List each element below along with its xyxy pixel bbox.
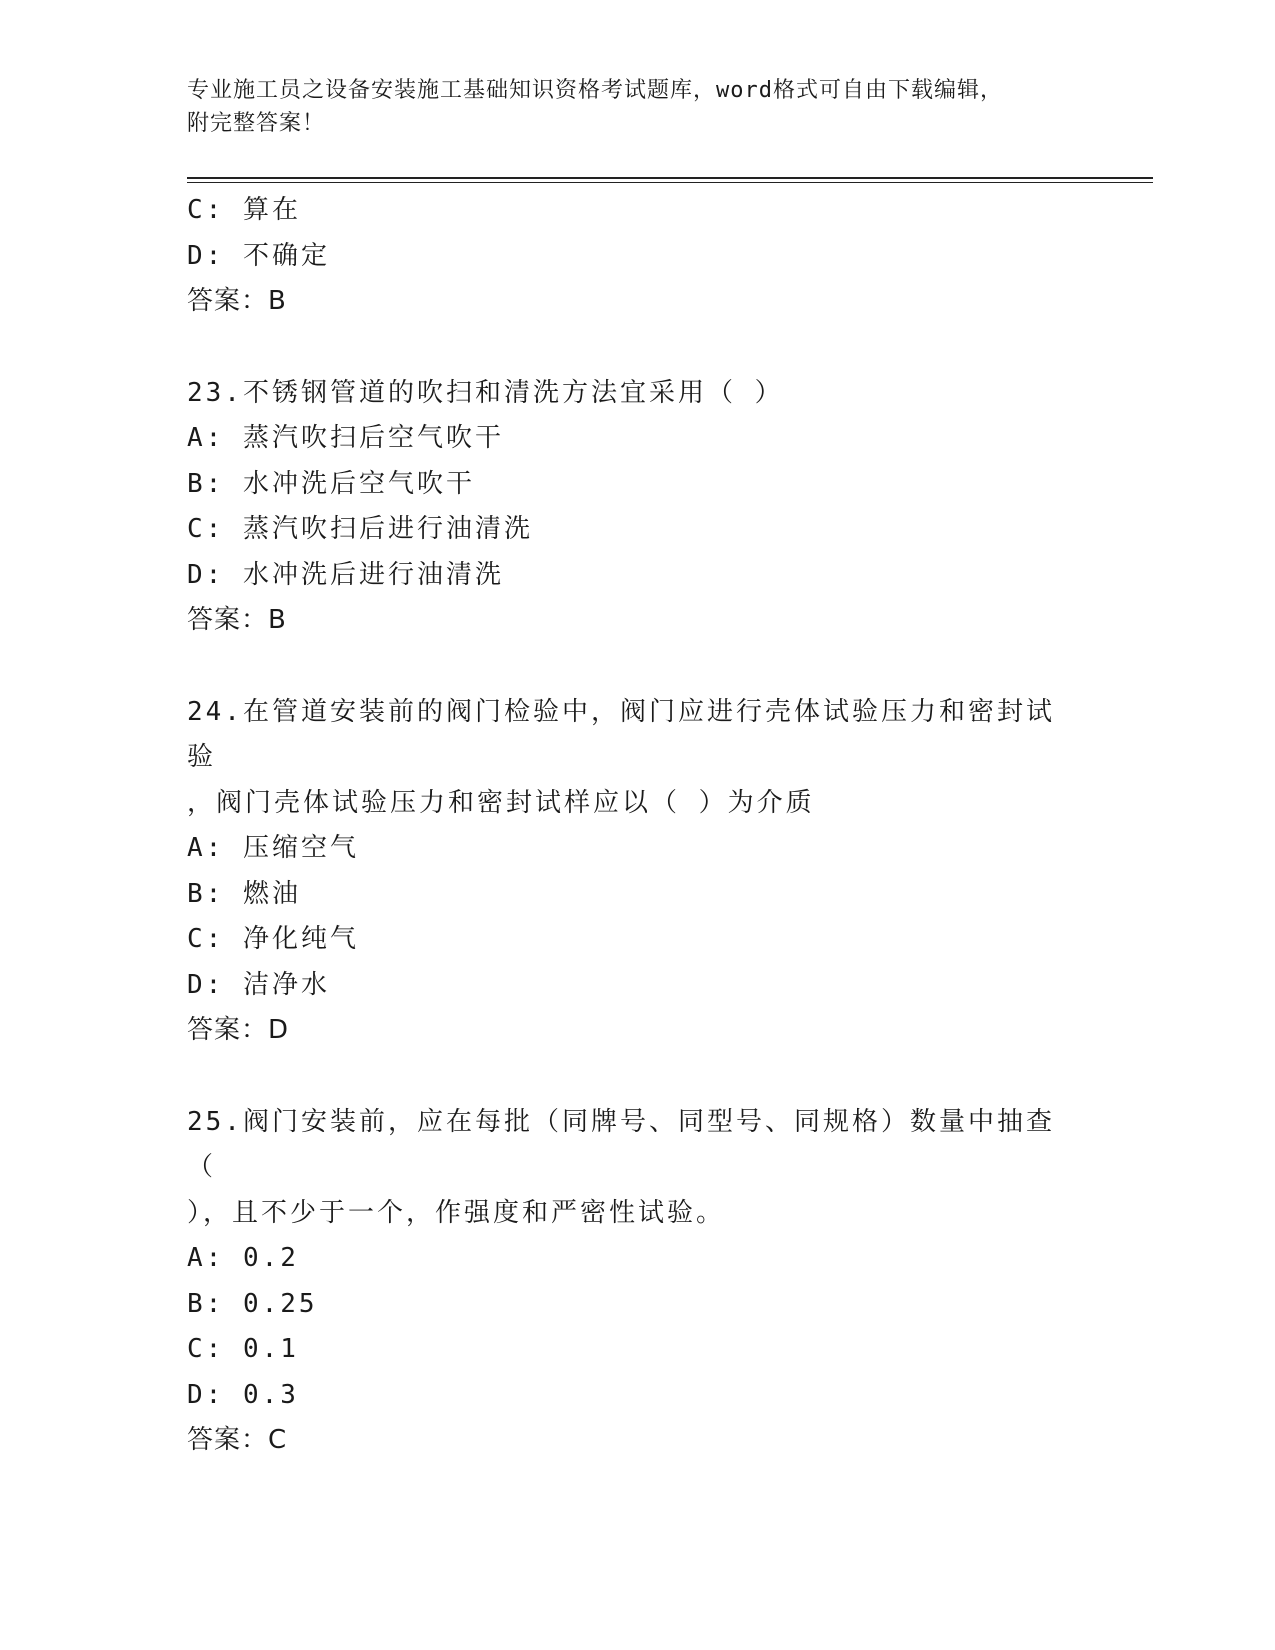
document-header — [187, 74, 1067, 140]
option-d: D: 水冲洗后进行油清洗 — [187, 559, 504, 590]
option-b: B: 水冲洗后空气吹干 — [187, 468, 475, 499]
option-b: B: 0.25 — [187, 1288, 318, 1319]
question-stem-line-2: ，阀门壳体试验压力和密封试样应以（ ）为介质 — [187, 787, 815, 818]
previous-question-tail — [187, 188, 1087, 325]
answer-line: 答案：C — [187, 1425, 288, 1455]
option-c: C: 0.1 — [187, 1334, 299, 1364]
question-stem-line-1: 24.在管道安装前的阀门检验中，阀门应进行壳体试验压力和密封试验 — [187, 696, 1055, 772]
question-23 — [187, 371, 1087, 644]
header-divider-thin — [187, 182, 1153, 183]
answer-line: 答案：B — [187, 286, 287, 316]
header-title-line-1: 专业施工员之设备安装施工基础知识资格考试题库，word格式可自由下载编辑， — [187, 78, 1003, 103]
option-c: C: 净化纯气 — [187, 924, 359, 954]
answer-line: 答案：D — [187, 1015, 290, 1045]
question-list — [187, 188, 1087, 1464]
question-25 — [187, 1100, 1087, 1464]
question-stem-line-2: ），且不少于一个，作强度和严密性试验。 — [187, 1197, 726, 1228]
question-stem: 23.不锈钢管道的吹扫和清洗方法宜采用（ ） — [187, 377, 784, 408]
option-d: D: 洁净水 — [187, 969, 330, 1000]
option-a: A: 压缩空气 — [187, 833, 359, 863]
option-c: C: 蒸汽吹扫后进行油清洗 — [187, 514, 533, 544]
option-a: A: 蒸汽吹扫后空气吹干 — [187, 423, 504, 453]
header-divider-thick — [187, 177, 1153, 179]
question-24 — [187, 690, 1087, 1054]
option-a: A: 0.2 — [187, 1243, 299, 1273]
option-c: C: 算在 — [187, 195, 301, 225]
option-b: B: 燃油 — [187, 878, 301, 909]
spacer — [187, 1054, 1087, 1100]
spacer — [187, 325, 1087, 371]
spacer — [187, 644, 1087, 690]
option-d: D: 不确定 — [187, 240, 330, 271]
option-d: D: 0.3 — [187, 1379, 299, 1410]
question-stem-line-1: 25.阀门安装前，应在每批（同牌号、同型号、同规格）数量中抽查（ — [187, 1106, 1055, 1182]
answer-line: 答案：B — [187, 605, 287, 635]
header-title-line-2: 附完整答案！ — [187, 111, 326, 136]
